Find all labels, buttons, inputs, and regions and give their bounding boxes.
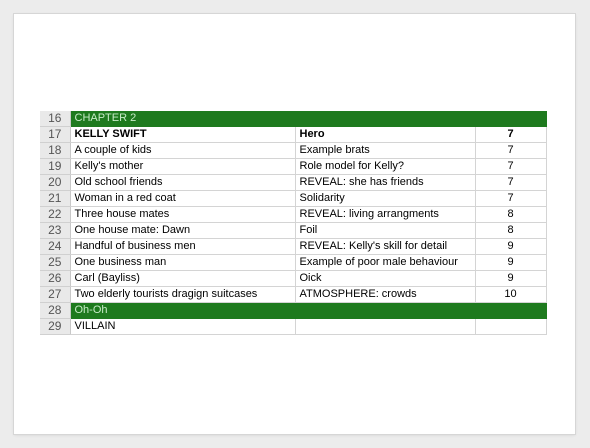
row-number[interactable]: 28 xyxy=(40,303,70,319)
cell-a[interactable]: Woman in a red coat xyxy=(70,191,295,207)
table-row xyxy=(40,223,546,239)
cell-a[interactable]: Two elderly tourists dragign suitcases xyxy=(70,287,295,303)
cell-c[interactable] xyxy=(475,319,546,335)
cell-c[interactable] xyxy=(475,111,546,127)
cell-b[interactable] xyxy=(295,303,475,319)
cell-b[interactable]: Example of poor male behaviour xyxy=(295,255,475,271)
table-row xyxy=(40,111,546,127)
row-number[interactable]: 17 xyxy=(40,127,70,143)
table-row xyxy=(40,319,546,335)
table-row xyxy=(40,175,546,191)
row-number[interactable]: 26 xyxy=(40,271,70,287)
cell-a[interactable]: One business man xyxy=(70,255,295,271)
spreadsheet-table xyxy=(40,111,547,335)
row-number[interactable]: 22 xyxy=(40,207,70,223)
cell-c[interactable]: 9 xyxy=(475,255,546,271)
cell-b[interactable]: Foil xyxy=(295,223,475,239)
cell-c[interactable]: 7 xyxy=(475,191,546,207)
cell-c[interactable]: 7 xyxy=(475,127,546,143)
cell-c[interactable] xyxy=(475,303,546,319)
cell-a[interactable]: Kelly's mother xyxy=(70,159,295,175)
table-row xyxy=(40,191,546,207)
cell-b[interactable]: REVEAL: Kelly's skill for detail xyxy=(295,239,475,255)
table-row xyxy=(40,239,546,255)
cell-c[interactable]: 8 xyxy=(475,223,546,239)
cell-b[interactable]: Role model for Kelly? xyxy=(295,159,475,175)
row-number[interactable]: 19 xyxy=(40,159,70,175)
table-row xyxy=(40,287,546,303)
cell-c[interactable]: 7 xyxy=(475,159,546,175)
cell-c[interactable]: 9 xyxy=(475,239,546,255)
row-number[interactable]: 20 xyxy=(40,175,70,191)
row-number[interactable]: 18 xyxy=(40,143,70,159)
cell-a[interactable]: Handful of business men xyxy=(70,239,295,255)
cell-c[interactable]: 7 xyxy=(475,175,546,191)
cell-b[interactable]: Solidarity xyxy=(295,191,475,207)
table-row xyxy=(40,303,546,319)
cell-b[interactable] xyxy=(295,111,475,127)
row-number[interactable]: 24 xyxy=(40,239,70,255)
cell-a[interactable]: VILLAIN xyxy=(70,319,295,335)
spreadsheet-body xyxy=(40,111,546,335)
row-number[interactable]: 25 xyxy=(40,255,70,271)
row-number[interactable]: 23 xyxy=(40,223,70,239)
cell-b[interactable]: ATMOSPHERE: crowds xyxy=(295,287,475,303)
cell-a[interactable]: A couple of kids xyxy=(70,143,295,159)
cell-b[interactable]: Oick xyxy=(295,271,475,287)
cell-c[interactable]: 9 xyxy=(475,271,546,287)
cell-a[interactable]: Old school friends xyxy=(70,175,295,191)
row-number[interactable]: 21 xyxy=(40,191,70,207)
table-row xyxy=(40,159,546,175)
table-row xyxy=(40,255,546,271)
row-number[interactable]: 27 xyxy=(40,287,70,303)
cell-a[interactable]: CHAPTER 2 xyxy=(70,111,295,127)
cell-b[interactable]: Hero xyxy=(295,127,475,143)
cell-a[interactable]: KELLY SWIFT xyxy=(70,127,295,143)
print-preview-page xyxy=(14,14,575,434)
table-row xyxy=(40,271,546,287)
row-number[interactable]: 16 xyxy=(40,111,70,127)
cell-a[interactable]: Carl (Bayliss) xyxy=(70,271,295,287)
table-row xyxy=(40,143,546,159)
cell-b[interactable]: Example brats xyxy=(295,143,475,159)
cell-b[interactable]: REVEAL: living arrangments xyxy=(295,207,475,223)
cell-b[interactable]: REVEAL: she has friends xyxy=(295,175,475,191)
cell-c[interactable]: 7 xyxy=(475,143,546,159)
table-row xyxy=(40,127,546,143)
cell-a[interactable]: One house mate: Dawn xyxy=(70,223,295,239)
cell-a[interactable]: Oh-Oh xyxy=(70,303,295,319)
cell-a[interactable]: Three house mates xyxy=(70,207,295,223)
cell-b[interactable] xyxy=(295,319,475,335)
cell-c[interactable]: 8 xyxy=(475,207,546,223)
table-row xyxy=(40,207,546,223)
cell-c[interactable]: 10 xyxy=(475,287,546,303)
row-number[interactable]: 29 xyxy=(40,319,70,335)
